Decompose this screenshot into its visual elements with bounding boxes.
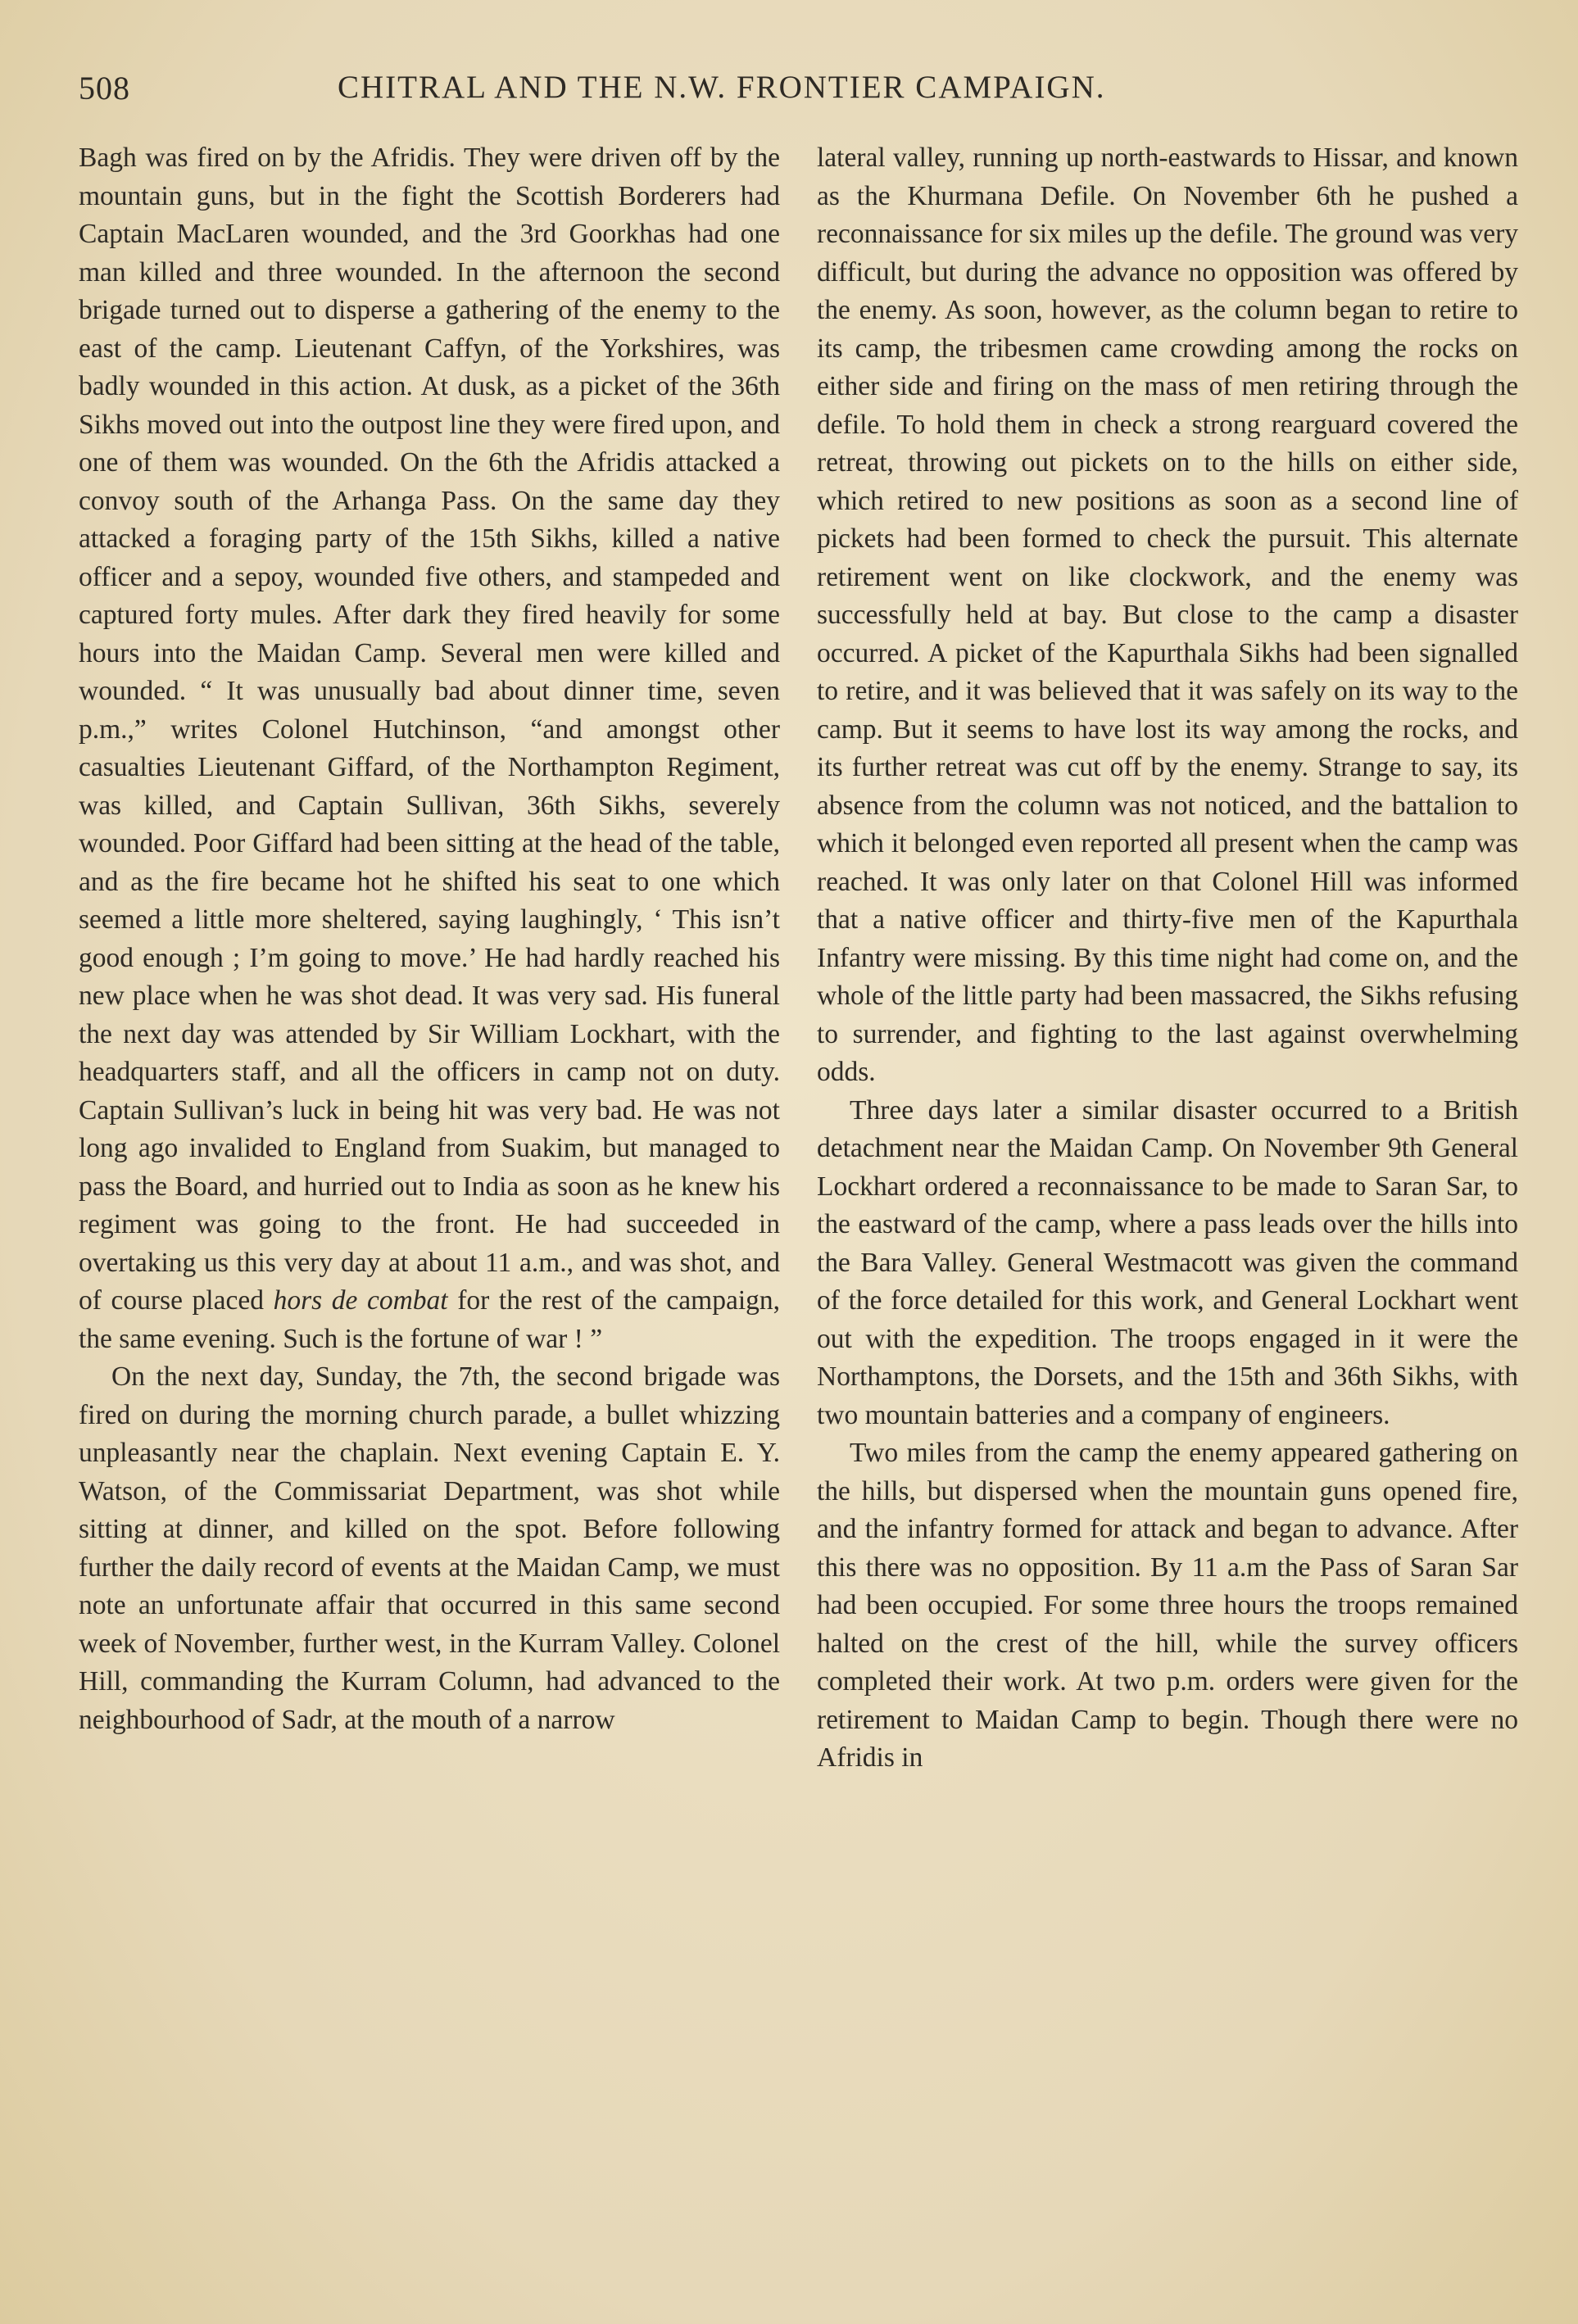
right-paragraph-1: lateral valley, running up north-eastwards to Hissar, and known as the Khurmana Defile. On November 6th he pushed a reconnaissance for six miles up the defile. The ground was very difficult, but during the advance no opposition was offered by the enemy. As soon, however, as the column began to retire to its camp, the tribesmen came crowding among the rocks on either side and firing on the mass of men retiring through the defile. To hold them in check a strong rearguard covered the retreat, throwing out pickets on to the hills on either side, which retired to new positions as soon as a second line of pickets had been formed to check the pursuit. This alternate retirement went on like clockwork, and the enemy was successfully held at bay. But close to the camp a disaster occurred. A picket of the Kapurthala Sikhs had been signalled to retire, and it was believed that it was safely on its way to the camp. But it seems to have lost its way among the rocks, and its further retreat was cut off by the enemy. Strange to say, its absence from the column was not noticed, and the battalion to which it belonged even reported all present when the camp was reached. It was only later on that Colonel Hill was informed that a native officer and thirty-five men of the Kapurthala Infantry were missing. By this time night had come on, and the whole of the little party had been massacred, the Sikhs refusing to surrender, and fighting to the last against overwhelming odds. — [817, 143, 1518, 1087]
left-column — [79, 139, 780, 1739]
left-paragraph-1 — [79, 139, 780, 1358]
running-title: CHITRAL AND THE N.W. FRONTIER CAMPAIGN. — [338, 70, 1106, 105]
page-number: 508 — [79, 70, 130, 106]
left-paragraph-1-text: Bagh was fired on by the Afridis. They were driven off by the mountain guns, but in the fight the Scottish Borderers had Captain MacLaren wounded, and the 3rd Goorkhas had one man killed and three wounded. In the afternoon the second brigade turned out to disperse a gathering of the enemy to the east of the camp. Lieutenant Caffyn, of the Yorkshires, was badly wounded in this action. At dusk, as a picket of the 36th Sikhs moved out into the outpost line they were fired upon, and one of them was wounded. On the 6th the Afridis attacked a convoy south of the Arhanga Pass. On the same day they attacked a foraging party of the 15th Sikhs, killed a native officer and a sepoy, wounded five others, and stampeded and captured forty mules. After dark they fired heavily for some hours into the Maidan Camp. Several men were killed and wounded. “ It was unusually bad about dinner time, seven p.m.,” writes Colonel Hutchinson, “and amongst other casualties Lieutenant Giffard, of the Northampton Regiment, was killed, and Captain Sullivan, 36th Sikhs, severely wounded. Poor Giffard had been sitting at the head of the table, and as the fire became hot he shifted his seat to one which seemed a little more sheltered, saying laughingly, ‘ This isn’t good enough ; I’m going to move.’ He had hardly reached his new place when he was shot dead. It was very sad. His funeral the next day was attended by Sir William Lockhart, with the headquarters staff, and all the officers in camp not on duty. Captain Sullivan’s luck in being hit was very bad. He was not long ago invalided to England from Suakim, but managed to pass the Board, and hurried out to India as soon as he knew his regiment was going to the front. He had succeeded in overtaking us this very day at about 11 a.m., and was shot, and of course placed — [79, 143, 780, 1316]
left-paragraph-1-end: for the rest of the campaign, the same evening. Such is the fortune of war ! ” — [79, 1285, 781, 1354]
right-column — [817, 139, 1518, 1778]
page-header — [79, 69, 1521, 118]
right-paragraph-2: Three days later a similar disaster occurred to a British detachment near the Maidan Camp. On November 9th General Lockhart ordered a reconnaissance to be made to Saran Sar, to the eastward of the camp, where a pass leads over the hills into the Bara Valley. General Westmacott was given the command of the force detailed for this work, and General Lockhart went out with the expedition. The troops engaged in it were the Northamptons, the Dorsets, and the 15th and 36th Sikhs, with two mountain batteries and a company of engineers. — [817, 1094, 1518, 1430]
right-paragraph-3: Two miles from the camp the enemy appeared gathering on the hills, but dispersed when the mountain guns opened fire, and the infantry formed for attack and began to advance. After this there was no opposition. By 11 a.m the Pass of Saran Sar had been occupied. For some three hours the troops remained halted on the crest of the hill, while the survey officers completed their work. At two p.m. orders were given for the retirement to Maidan Camp to begin. Though there were no Afridis in — [817, 1438, 1518, 1773]
italic-phrase: hors de combat — [273, 1285, 448, 1316]
left-paragraph-2: On the next day, Sunday, the 7th, the second brigade was fired on during the morning church parade, a bullet whizzing unpleasantly near the chaplain. Next evening Captain E. Y. Watson, of the Commissariat Department, was shot while sitting at dinner, and killed on the spot. Before following further the daily record of events at the Maidan Camp, we must note an unfortunate affair that occurred in this same second week of November, further west, in the Kurram Valley. Colonel Hill, commanding the Kurram Column, had advanced to the neighbourhood of Sadr, at the mouth of a narrow — [79, 1361, 780, 1735]
